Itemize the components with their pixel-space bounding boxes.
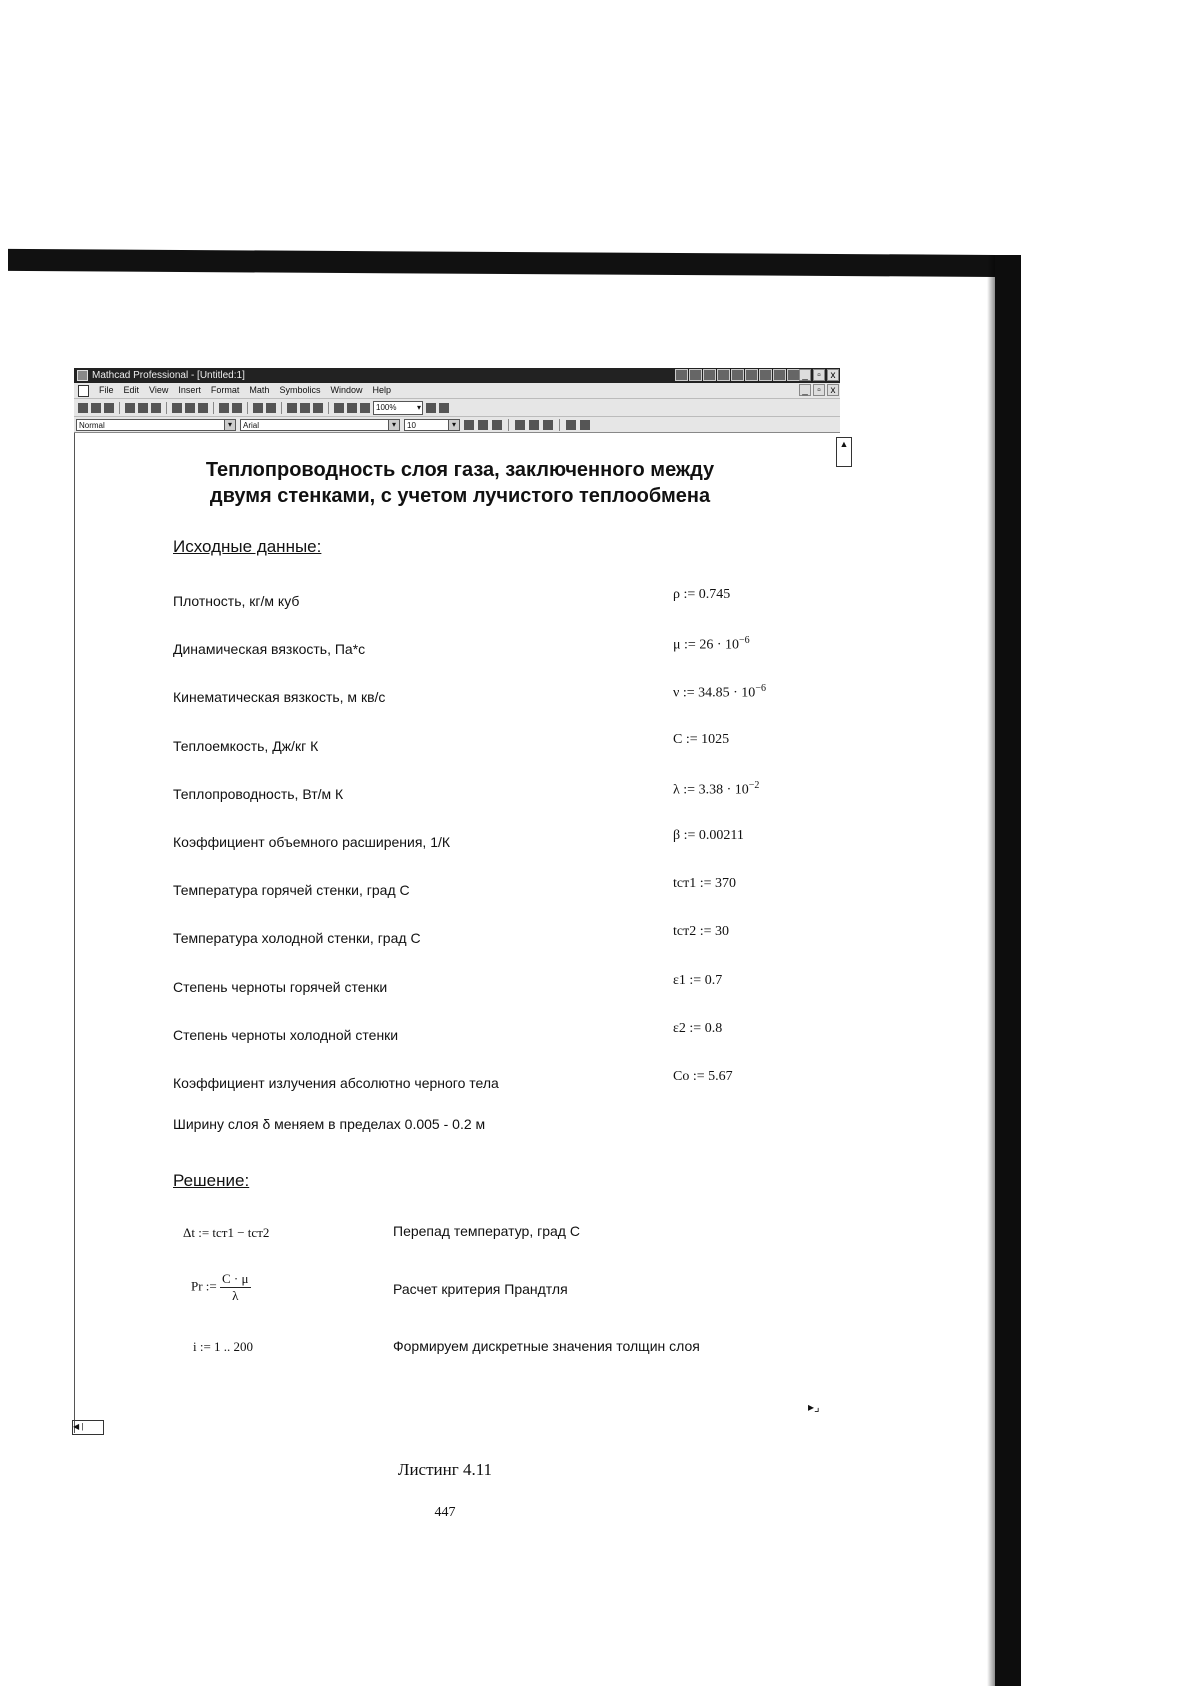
- input-value: 0.8: [704, 1021, 723, 1036]
- range-formula: i := 1 .. 200: [193, 1339, 254, 1354]
- input-symbol: ε2: [673, 1021, 686, 1036]
- doc-minimize-button[interactable]: _: [799, 384, 811, 396]
- underline-icon[interactable]: [492, 420, 502, 430]
- title-line-2: двумя стенками, с учетом лучистого теплообмена: [209, 485, 711, 507]
- input-value: 3.38 · 10: [698, 782, 749, 798]
- input-label: Коэффициент объемного расширения, 1/К: [173, 834, 451, 850]
- input-value: 30: [715, 924, 730, 939]
- input-label: Динамическая вязкость, Па*с: [173, 641, 366, 657]
- align-left-icon[interactable]: [515, 420, 525, 430]
- listing-caption: Листинг 4.11: [397, 1460, 493, 1479]
- close-button[interactable]: x: [827, 369, 839, 381]
- input-exponent: −6: [738, 635, 750, 646]
- redo-icon[interactable]: [232, 403, 242, 413]
- scroll-left-button[interactable]: ◀ |: [72, 1420, 104, 1435]
- input-assignment[interactable]: [673, 876, 736, 892]
- input-label: Кинематическая вязкость, м кв/с: [173, 689, 386, 705]
- menu-insert[interactable]: Insert: [178, 385, 201, 395]
- standard-toolbar: [74, 399, 840, 417]
- align-down-icon[interactable]: [266, 403, 276, 413]
- input-label: Теплопроводность, Вт/м К: [173, 786, 344, 802]
- title-line-1: Теплопроводность слоя газа, заключенного между: [205, 459, 715, 481]
- input-symbol: β: [673, 828, 681, 843]
- formatting-toolbar: [74, 417, 840, 433]
- toolbar-separator: [559, 419, 560, 431]
- title-bar: [74, 368, 840, 383]
- menu-format[interactable]: Format: [210, 385, 240, 395]
- assign-operator: :=: [692, 1069, 705, 1084]
- window-controls: [799, 369, 839, 381]
- toolbar-icon[interactable]: [703, 369, 716, 381]
- toolbar-icon[interactable]: [731, 369, 744, 381]
- window-title: Mathcad Professional - [Untitled:1]: [92, 370, 245, 381]
- toolbar-icon[interactable]: [689, 369, 702, 381]
- prandtl-formula: [191, 1271, 251, 1304]
- align-center-icon[interactable]: [529, 420, 539, 430]
- resource-icon[interactable]: [360, 403, 370, 413]
- assign-operator: :=: [682, 685, 695, 701]
- title-toolbar: [675, 369, 800, 381]
- toolbar-separator: [508, 419, 509, 431]
- input-value: 26 · 10: [699, 637, 739, 653]
- insert-hyperlink-icon[interactable]: [334, 403, 344, 413]
- input-label: Плотность, кг/м куб: [173, 593, 300, 609]
- input-assignment[interactable]: [673, 1069, 733, 1085]
- restore-button[interactable]: ▫: [813, 369, 825, 381]
- toolbar-separator: [247, 402, 248, 414]
- cut-icon[interactable]: [172, 403, 182, 413]
- input-value: 0.745: [698, 587, 731, 602]
- input-assignment[interactable]: [673, 732, 729, 748]
- inputs-heading: Исходные данные:: [173, 537, 322, 556]
- input-assignment[interactable]: [673, 828, 744, 844]
- insert-function-icon[interactable]: [287, 403, 297, 413]
- insert-unit-icon[interactable]: [300, 403, 310, 413]
- save-icon[interactable]: [104, 403, 114, 413]
- menu-math[interactable]: Math: [249, 385, 270, 395]
- input-assignment[interactable]: [673, 683, 766, 702]
- width-note: Ширину слоя δ меняем в пределах 0.005 - 0.2 м: [173, 1116, 486, 1132]
- input-symbol: tст2: [673, 924, 697, 939]
- spellcheck-icon[interactable]: [151, 403, 161, 413]
- input-symbol: ρ: [673, 587, 680, 602]
- range-note: Формируем дискретные значения толщин слоя: [393, 1338, 700, 1354]
- font-size-select[interactable]: [404, 419, 460, 431]
- toolbar-separator: [166, 402, 167, 414]
- document-title: [75, 457, 845, 509]
- delta-t-formula: Δt := tст1 − tст2: [183, 1225, 270, 1240]
- document-controls: [799, 384, 839, 396]
- input-symbol: C: [673, 732, 683, 747]
- paste-icon[interactable]: [198, 403, 208, 413]
- toolbar-separator: [119, 402, 120, 414]
- input-assignment[interactable]: [673, 1021, 722, 1037]
- assign-operator: :=: [683, 828, 696, 843]
- font-select[interactable]: [240, 419, 400, 431]
- open-icon[interactable]: [91, 403, 101, 413]
- toolbar-icon[interactable]: [745, 369, 758, 381]
- numbering-icon[interactable]: [580, 420, 590, 430]
- new-icon[interactable]: [78, 403, 88, 413]
- chevron-down-icon: ▾: [448, 420, 459, 430]
- chevron-down-icon: ▾: [388, 420, 399, 430]
- input-label: Коэффициент излучения абсолютно черного тела: [173, 1075, 499, 1091]
- input-value: 0.7: [704, 973, 723, 988]
- scan-right-edge: [995, 255, 1021, 1686]
- align-right-icon[interactable]: [543, 420, 553, 430]
- assign-operator: :=: [685, 732, 698, 747]
- italic-icon[interactable]: [478, 420, 488, 430]
- style-select[interactable]: [76, 419, 236, 431]
- input-symbol: ε1: [673, 973, 686, 988]
- menu-file[interactable]: File: [99, 385, 114, 395]
- delta-t-note: Перепад температур, град С: [393, 1223, 580, 1239]
- scroll-up-button[interactable]: ▲: [836, 437, 852, 467]
- input-symbol: μ: [673, 637, 681, 653]
- input-assignment[interactable]: [673, 587, 730, 603]
- calculate-icon[interactable]: [313, 403, 323, 413]
- bold-icon[interactable]: [464, 420, 474, 430]
- toolbar-separator: [328, 402, 329, 414]
- input-assignment[interactable]: [673, 780, 759, 799]
- input-label: Температура горячей стенки, град С: [173, 882, 410, 898]
- prandtl-lhs: Pr :=: [191, 1278, 217, 1294]
- assign-operator: :=: [683, 587, 696, 602]
- font-value: Arial: [243, 420, 260, 430]
- input-assignment[interactable]: [673, 973, 722, 989]
- input-symbol: tст1: [673, 876, 697, 891]
- assign-operator: :=: [684, 637, 696, 653]
- menu-help[interactable]: Help: [372, 385, 391, 395]
- input-value: 0.00211: [698, 828, 744, 843]
- input-exponent: −2: [748, 780, 760, 791]
- toolbar-separator: [213, 402, 214, 414]
- undo-icon[interactable]: [219, 403, 229, 413]
- assign-operator: :=: [699, 876, 712, 891]
- assign-operator: :=: [683, 782, 696, 798]
- worksheet[interactable]: [74, 433, 849, 1433]
- doc-restore-button[interactable]: ▫: [813, 384, 825, 396]
- prandtl-numerator: C · μ: [222, 1271, 249, 1286]
- doc-close-button[interactable]: x: [827, 384, 839, 396]
- component-icon[interactable]: [347, 403, 357, 413]
- assign-operator: :=: [689, 1021, 702, 1036]
- prandtl-fraction: [220, 1271, 250, 1304]
- assign-operator: :=: [689, 973, 702, 988]
- input-exponent: −6: [755, 683, 766, 694]
- document-icon[interactable]: [78, 385, 89, 397]
- style-value: Normal: [79, 420, 105, 430]
- solution-heading: Решение:: [173, 1171, 250, 1190]
- input-label: Температура холодной стенки, град С: [173, 930, 421, 946]
- input-value: 1025: [701, 732, 730, 747]
- input-symbol: Co: [673, 1069, 690, 1084]
- align-top-icon[interactable]: [253, 403, 263, 413]
- input-label: Степень черноты горячей стенки: [173, 979, 388, 995]
- input-value: 370: [715, 876, 737, 891]
- input-assignment[interactable]: [673, 924, 729, 940]
- page-number: 447: [434, 1505, 456, 1520]
- input-label: Теплоемкость, Дж/кг К: [173, 738, 319, 754]
- chevron-down-icon: ▾: [224, 420, 235, 430]
- app-icon[interactable]: [77, 370, 88, 381]
- input-label: Степень черноты холодной стенки: [173, 1027, 399, 1043]
- menu-bar: [74, 383, 840, 399]
- resources-icon[interactable]: [426, 403, 436, 413]
- menu-symbolics[interactable]: Symbolics: [279, 385, 321, 395]
- toolbar-icon[interactable]: [675, 369, 688, 381]
- menu-window[interactable]: Window: [330, 385, 363, 395]
- copy-icon[interactable]: [185, 403, 195, 413]
- input-assignment[interactable]: [673, 635, 750, 654]
- toolbar-icon[interactable]: [759, 369, 772, 381]
- toolbar-icon[interactable]: [773, 369, 786, 381]
- input-value: 5.67: [708, 1069, 733, 1084]
- zoom-select[interactable]: 100% ▾: [373, 401, 423, 415]
- menu-view[interactable]: View: [149, 385, 169, 395]
- help-icon[interactable]: [439, 403, 449, 413]
- resize-grip-icon[interactable]: ▸⌟: [808, 1400, 820, 1414]
- minimize-button[interactable]: _: [799, 369, 811, 381]
- scan-top-edge: [8, 249, 1013, 277]
- prandtl-denominator: λ: [232, 1288, 239, 1303]
- input-symbol: λ: [673, 782, 680, 798]
- font-size-value: 10: [407, 420, 416, 430]
- assign-operator: :=: [699, 924, 712, 939]
- prandtl-note: Расчет критерия Прандтля: [393, 1281, 568, 1297]
- bullets-icon[interactable]: [566, 420, 576, 430]
- menu-edit[interactable]: Edit: [123, 385, 140, 395]
- toolbar-icon[interactable]: [717, 369, 730, 381]
- toolbar-separator: [281, 402, 282, 414]
- print-icon[interactable]: [125, 403, 135, 413]
- input-symbol: ν: [673, 685, 680, 701]
- mathcad-window: [74, 368, 849, 1438]
- print-preview-icon[interactable]: [138, 403, 148, 413]
- input-value: 34.85 · 10: [698, 685, 756, 701]
